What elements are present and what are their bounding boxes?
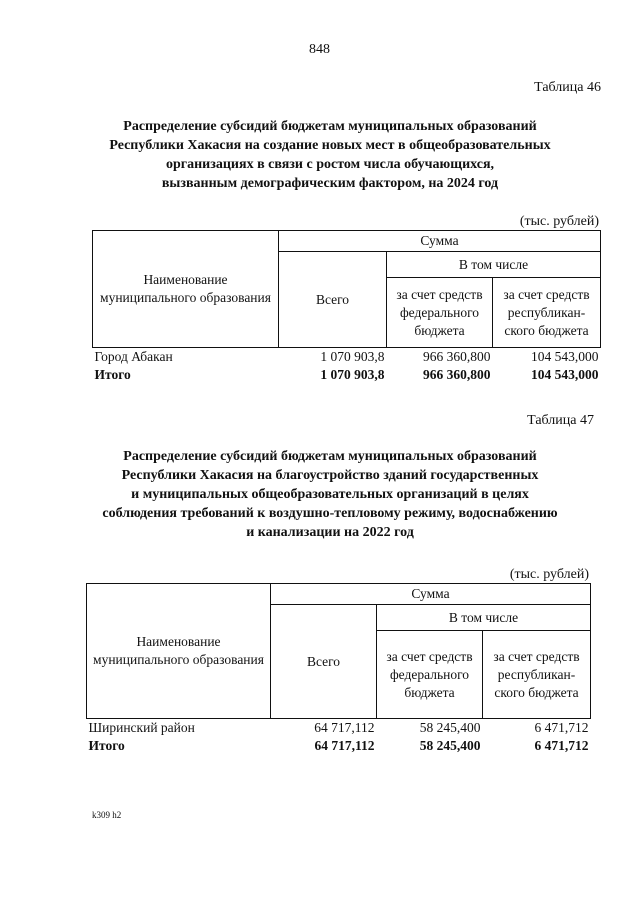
header-incl: В том числе xyxy=(377,605,591,631)
header-incl: В том числе xyxy=(387,252,601,278)
page-number: 848 xyxy=(309,42,330,57)
table-47-units: (тыс. рублей) xyxy=(509,567,589,582)
row-federal: 966 360,800 xyxy=(423,349,491,364)
title-line: Распределение субсидий бюджетам муниципальных образований xyxy=(123,119,537,134)
table-46-label: Таблица 46 xyxy=(534,80,601,95)
title-line: организациях в связи с ростом числа обучающихся, xyxy=(165,157,495,172)
totals-total: 1 070 903,8 xyxy=(320,367,385,382)
totals-total: 64 717,112 xyxy=(314,738,375,753)
totals-name: Итого xyxy=(88,738,125,753)
row-total: 1 070 903,8 xyxy=(320,349,385,364)
row-name: Город Абакан xyxy=(94,349,173,364)
totals-federal: 966 360,800 xyxy=(423,367,491,382)
totals-republic: 104 543,000 xyxy=(531,367,599,382)
title-line: соблюдения требований к воздушно-тепловому режиму, водоснабжению xyxy=(102,506,558,521)
header-total: Всего xyxy=(279,252,387,348)
totals-federal: 58 245,400 xyxy=(419,738,481,753)
header-federal: за счет средств федерального бюджета xyxy=(377,631,483,719)
header-name: Наименование муниципального образования xyxy=(93,231,279,348)
totals-row xyxy=(87,737,591,755)
table-46-title xyxy=(60,117,600,193)
footer-code: k309 h2 xyxy=(92,810,122,820)
header-republic: за счет средств республикан-ского бюджета xyxy=(493,278,601,348)
title-line: и муниципальных общеобразовательных организаций в целях xyxy=(131,487,529,502)
table-46-units: (тыс. рублей) xyxy=(519,214,599,229)
totals-row xyxy=(93,366,601,384)
row-federal: 58 245,400 xyxy=(419,720,481,735)
title-line: вызванным демографическим фактором, на 2024 год xyxy=(161,176,499,191)
title-line: и канализации на 2022 год xyxy=(246,525,414,540)
row-name: Ширинский район xyxy=(88,720,195,735)
title-line: Республики Хакасия на создание новых мест в общеобразовательных xyxy=(109,138,551,153)
title-line: Республики Хакасия на благоустройство зданий государственных xyxy=(121,468,539,483)
header-federal: за счет средств федерального бюджета xyxy=(387,278,493,348)
row-republic: 6 471,712 xyxy=(534,720,589,735)
header-republic: за счет средств республикан-ского бюджета xyxy=(483,631,591,719)
header-name: Наименование муниципального образования xyxy=(87,584,271,719)
table-46 xyxy=(92,230,601,384)
table-47 xyxy=(86,583,591,755)
table-47-title xyxy=(60,447,600,542)
totals-republic: 6 471,712 xyxy=(534,738,589,753)
header-total: Всего xyxy=(271,605,377,719)
header-sum: Сумма xyxy=(279,231,601,252)
table-row xyxy=(93,348,601,367)
table-47-label: Таблица 47 xyxy=(527,413,594,428)
row-total: 64 717,112 xyxy=(314,720,375,735)
table-row xyxy=(87,719,591,738)
title-line: Распределение субсидий бюджетам муниципальных образований xyxy=(123,449,537,464)
row-republic: 104 543,000 xyxy=(531,349,599,364)
totals-name: Итого xyxy=(94,367,131,382)
header-sum: Сумма xyxy=(271,584,591,605)
